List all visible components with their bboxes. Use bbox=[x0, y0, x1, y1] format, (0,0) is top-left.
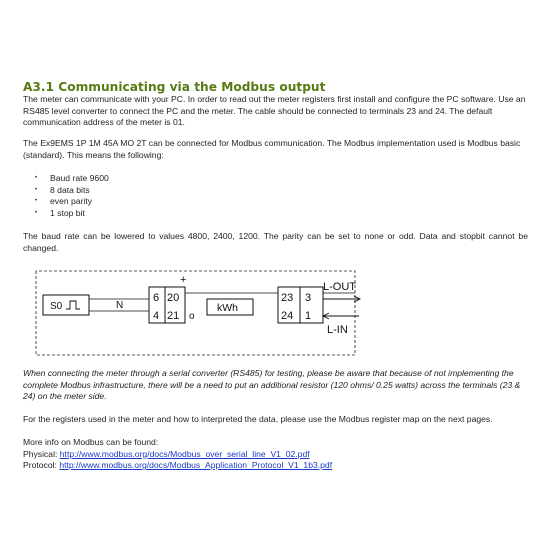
registers-paragraph: For the registers used in the meter and how to interpreted the data, please use the Modbus register map on the next pages. bbox=[23, 414, 493, 424]
terminal-23: 23 bbox=[281, 292, 294, 304]
list-item: • Baud rate 9600 bbox=[23, 173, 109, 185]
terminal-3: 3 bbox=[305, 292, 312, 304]
wiring-diagram bbox=[23, 267, 368, 357]
terminal-20: 20 bbox=[167, 292, 180, 304]
terminal-24: 24 bbox=[281, 310, 294, 322]
plus-sign: + bbox=[180, 274, 187, 286]
modbus-settings-list bbox=[23, 173, 109, 219]
list-item: • 8 data bits bbox=[23, 185, 109, 197]
protocol-link[interactable]: http://www.modbus.org/docs/Modbus_Application_Protocol_V1_1b3.pdf bbox=[59, 460, 333, 471]
physical-link-line bbox=[23, 449, 528, 461]
terminal-1: 1 bbox=[305, 310, 312, 322]
more-info-text: More info on Modbus can be found: bbox=[23, 437, 159, 447]
model-paragraph: The Ex9EMS 1P 1M 45A MO 2T can be connected for Modbus communication. The Modbus implementation used is Modbus basic (standard). This means the following: bbox=[23, 138, 521, 160]
circle-marker: o bbox=[189, 311, 195, 322]
list-item: • 1 stop bit bbox=[23, 208, 109, 220]
warning-paragraph: When connecting the meter through a serial converter (RS485) for testing, please be aware that because of not implementing the complete Modbus infrastructure, there will be a need to put an additional resistor (120 ohms/ 0.25 watts) across the terminals (23 & 24) on the meter side. bbox=[23, 368, 521, 402]
protocol-link-line bbox=[23, 460, 528, 472]
s0-label: S0 bbox=[50, 301, 63, 312]
list-item: • even parity bbox=[23, 196, 109, 208]
protocol-label: Protocol: bbox=[23, 460, 57, 471]
intro-paragraph: The meter can communicate with your PC. In order to read out the meter registers first install and configure the PC software. Use an RS485 level converter to connect the PC and the meter. The cable should be connected to terminals 23 and 24. The default communication address of the meter is 01. bbox=[23, 94, 526, 128]
baud-paragraph: The baud rate can be lowered to values 4800, 2400, 1200. The parity can be set to none or odd. Data and stopbit cannot be changed. bbox=[23, 231, 528, 253]
physical-link[interactable]: http://www.modbus.org/docs/Modbus_over_serial_line_V1_02.pdf bbox=[59, 448, 310, 459]
l-in-label: L-IN bbox=[327, 324, 348, 336]
n-label: N bbox=[116, 300, 124, 311]
l-out-label: L-OUT bbox=[323, 281, 356, 293]
more-info-block bbox=[23, 437, 528, 472]
section-title: A3.1 Communicating via the Modbus output bbox=[23, 80, 326, 94]
terminal-4: 4 bbox=[153, 310, 160, 322]
kwh-label: kWh bbox=[217, 302, 238, 314]
terminal-6: 6 bbox=[153, 292, 160, 304]
physical-label: Physical: bbox=[23, 448, 58, 459]
terminal-21: 21 bbox=[167, 310, 180, 322]
